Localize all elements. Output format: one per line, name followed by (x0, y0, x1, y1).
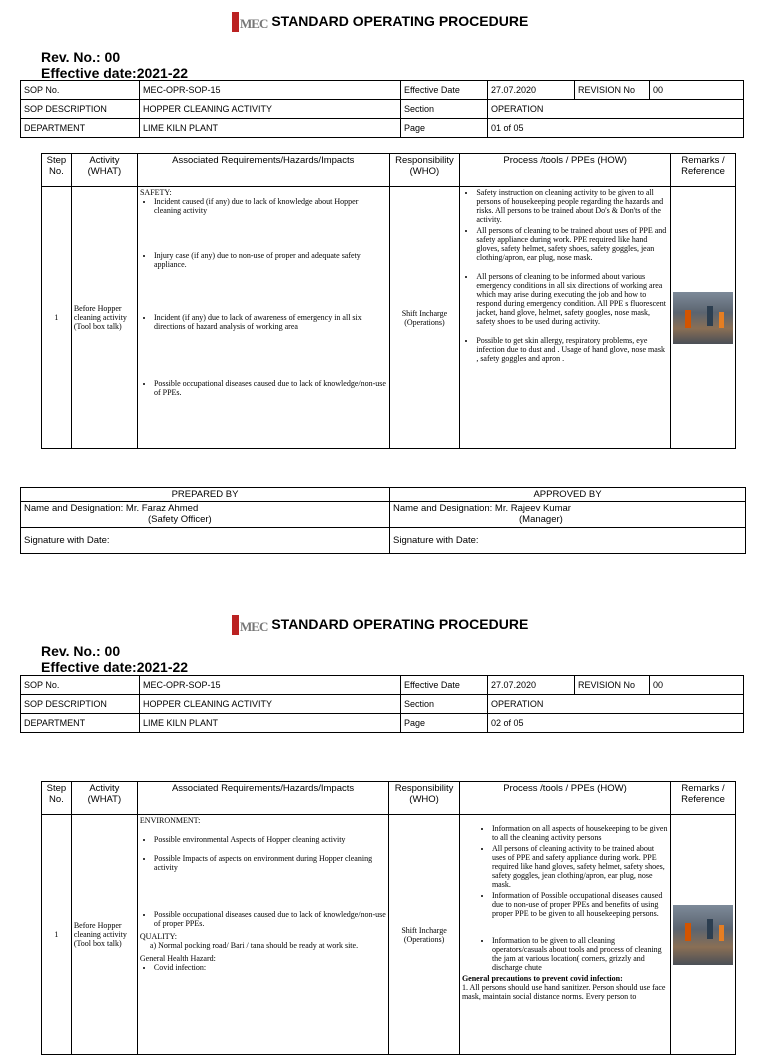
effective-date-2: Effective date:2021-22 (41, 659, 189, 675)
remarks-cell (671, 187, 736, 449)
site-photo-2 (673, 905, 733, 965)
rev-no-2: Rev. No.: 00 (41, 643, 121, 659)
meta-table-2: SOP No. MEC-OPR-SOP-15 Effective Date 27.07.2020 REVISION No 00 SOP DESCRIPTION HOPPER CLEANING ACTIVITY Section OPERATION DEPARTMENT LIME KILN PLANT Page 02 of 05 (20, 675, 744, 733)
rev-no: Rev. No.: 00 (41, 49, 121, 65)
mec-logo-2: MEC (232, 613, 267, 635)
document-title-2: MEC STANDARD OPERATING PROCEDURE (232, 613, 528, 635)
document-title: MEC STANDARD OPERATING PROCEDURE (232, 10, 528, 32)
hazards-cell: SAFETY: • Incident caused (if any) due to lack of knowledge about Hopper cleaning activity • Injury case (if any) due to non-use of proper and adequate safety appliance. • Incident (if any) due to lack of awareness of emergency in all six directions of hazard analysis of working area • Possible occupational diseases caused due to lack of knowledge/non-use of PPEs. (137, 187, 389, 449)
meta-table: SOP No. MEC-OPR-SOP-15 Effective Date 27.07.2020 REVISION No 00 SOP DESCRIPTION HOPPER CLEANING ACTIVITY Section OPERATION DEPARTMENT LIME KILN PLANT Page 01 of 05 (20, 80, 744, 138)
step-number: 1 (42, 187, 72, 449)
procedure-table-2: Step No. Activity (WHAT) Associated Requirements/Hazards/Impacts Responsibility (WHO) Process /tools / PPEs (HOW) Remarks / Reference 1 Before Hopper cleaning activity (Tool box talk) ENVIRONMENT: • Possible environmental Aspects of Hopper cleaning activity • Possible Impacts of aspects on environment during Hopper cleaning activity • Possible occupational diseases caused due to lack of knowledge/non-use of proper PPEs. QUALITY: a) Normal pocking road/ Bari / tana should be ready at work site. General Health Hazard: • Covid infection: Shift Incharge (Operations) • Information on all aspects of housekeeping to be given to all the cleaning activity persons • All persons of cleaning activity to be trained about uses of PPE and safety appliance during work. PPE required like hand gloves, safety helmet, safety shoes, safety goggles, jean clothing/apron, ear plug, nose mask. • Information of Possible occupational diseases caused due to non-use of proper PPEs and benefits of using proper PPE to be given to all housekeeping persons. • Information to be given to all cleaning operators/casuals about tools and process of cleaning the jam at various location( corners, grizzly and discharge chute General precautions to prevent covid infection: 1. All persons should use hand sanitizer. Person should use face mask, maintain social distance norms. Every person to (41, 781, 736, 1055)
mec-logo: MEC (232, 10, 267, 32)
process-cell: • Safety instruction on cleaning activity to be given to all persons of housekeeping people regarding the hazards and risks. All persons to be trained about Do's & Don'ts of the activity. • All persons of cleaning to be trained about uses of PPE and safety appliance during work. PPE required like hand gloves, safety helmet, safety shoes, safety goggles, jean clothing/apron, ear plug, nose mask. • All persons of cleaning to be informed about various emergency conditions in all six directions of working area which may arise during executing the job and how to respond during emergency condition. All PPE s fluorescent jacket, hand glove, helmet, safety googles, nose mask, safety shoes to be used during activity. • Possible to get skin allergy, respiratory problems, eye infection due to dust and . Usage of hand glove, nose mask , safety goggles and apron . (460, 187, 671, 449)
procedure-table-1: Step No. Activity (WHAT) Associated Requirements/Hazards/Impacts Responsibility (WHO) Process /tools / PPEs (HOW) Remarks / Reference 1 Before Hopper cleaning activity (Tool box talk) SAFETY: • Incident caused (if any) due to lack of knowledge about Hopper cleaning activity • Injury case (if any) due to non-use of proper and adequate safety appliance. • Incident (if any) due to lack of awareness of emergency in all six directions of hazard analysis of working area • Possible occupational diseases caused due to lack of knowledge/non-use of PPEs. Shift Incharge (Operations) • Safety instruction on cleaning activity to be given to all persons of housekeeping people regarding the hazards and risks. All persons to be trained about Do's & Don'ts of the activity. • All persons of cleaning to be trained about uses of PPE and safety appliance during work. PPE required like hand gloves, safety helmet, safety shoes, safety goggles, jean clothing/apron, ear plug, nose mask. • All persons of cleaning to be informed about various emergency conditions in all six directions of working area which may arise during executing the job and how to respond during emergency condition. All PPE s fluorescent jacket, hand glove, helmet, safety googles, nose mask, safety shoes to be used during activity. • Possible to get skin allergy, respiratory problems, eye infection due to dust and . Usage of hand glove, nose mask , safety goggles and apron . (41, 153, 736, 449)
effective-date: Effective date:2021-22 (41, 65, 189, 81)
activity-cell: Before Hopper cleaning activity (Tool box talk) (71, 187, 137, 449)
sop-page-2 (0, 603, 768, 1024)
site-photo (673, 292, 733, 344)
responsibility-cell: Shift Incharge (Operations) (389, 187, 460, 449)
signature-table-1: PREPARED BY APPROVED BY Name and Designation: Mr. Faraz Ahmed (Safety Officer) Name and Designation: Mr. Rajeev Kumar (Manager) Signature with Date: Signature with Date: (20, 487, 746, 554)
